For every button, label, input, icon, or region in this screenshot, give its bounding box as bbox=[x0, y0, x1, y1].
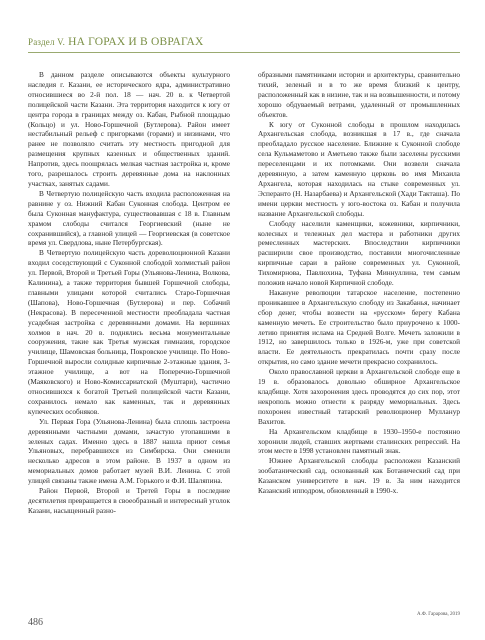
paragraph: В данном разделе описываются объекты культурного наследия г. Казани, ее исторического ядра, административно относившиеся во 2-й пол. 18 — нач. 20 в. к Четвертой полицейской части Казани. Эта территория находится к югу от центра города в границах между оз. Кабан, Рыбной площадью (Кольцо) и ул. Ново-Горшечной (Бутлерова). Район имеет нестабильный рельеф с пригорками (горами) и низинами, что ранее не позволяло считать эту местность пригодной для размещения крупных казенных и общественных зданий. Напротив, здесь поощрялась мелкая частная застройка и, кроме того, разрешалось строить деревянные дома на наклонных участках, занятых садами. bbox=[28, 70, 230, 188]
paragraph: Ул. Первая Гора (Ульянова-Ленина) была сплошь застроена деревянными частными домами, зачастую утопавшими в зеленых садах. Именно здесь в 1887 нашла приют семья Ульяновых, перебравшихся из Симбирска. Они сменили несколько адресов в этом районе. В 1937 в одном из мемориальных домов работает музей В.И. Ленина. С этой улицей связаны также имена А.М. Горького и Ф.И. Шаляпина. bbox=[28, 416, 230, 486]
section-title: НА ГОРАХ И В ОВРАГАХ bbox=[68, 36, 204, 48]
running-header bbox=[28, 36, 204, 48]
paragraph: На Архангельском кладбище в 1930–1950-е постоянно хоронили людей, ставших жертвами сталинских репрессий. На этом месте в 1998 установлен памятный знак. bbox=[258, 426, 460, 456]
author-credit: А.Ф. Гарарова, 2019 bbox=[416, 612, 460, 617]
paragraph: В Четвертую полицейскую часть дореволюционной Казани входил соседствующий с Суконной слободой холмистый район ул. Первой, Второй и Третьей Горы (Ульянова-Ленина, Волкова, Калинина), а также территория бывшей Горшечной слободы, главными улицами которой считались Старо-Горшечная (Шапова), Ново-Горшечная (Бутлерова) и пер. Собачий (Некрасова). В пересеченной местности преобладала частная усадебная застройка с деревянными домами. На вершинах холмов в нач. 20 в. поднялись весьма монументальные сооружения, такие как Третья мужская гимназия, городское училище, Шамовская больница, Покровское училище. По Ново-Горшечной выросли солидные кирпичные 2-этажные здания, 3-этажное училище, а вот на Поперечно-Горшечной (Маяковского) и Ново-Комиссариатской (Муштари), частично относившихся к богатой Третьей полицейской части Казани, сохранилось немало как каменных, так и деревянных купеческих особняков. bbox=[28, 248, 230, 416]
page-number: 486 bbox=[28, 617, 43, 628]
paragraph: В Четвертую полицейскую часть входила расположенная на равнине у оз. Нижний Кабан Суконная слобода. Центром ее была Суконная мануфактура, существовавшая с 18 в. Главным храмом слободы считался Георгиевский (ныне не сохранившийся), а главной улицей — Георгиевская (в советское время ул. Свердлова, ныне Петербургская). bbox=[28, 188, 230, 248]
paragraph: Накануне революции татарское население, постепенно проникавшее в Архангельскую слободу из Закабанья, начинает сбор денег, чтобы возвести на «русском» берегу Кабана каменную мечеть. Ее строительство было приурочено к 1000-летию принятия ислама на Средней Волге. Мечеть заложили в 1912, но завершилось только в 1926-м, уже при советской власти. Ее деятельность прекратилась почти сразу после открытия, но само здание мечети прекрасно сохранилось. bbox=[258, 287, 460, 367]
header-divider bbox=[28, 52, 460, 53]
paragraph: образными памятниками истории и архитектуры, сравнительно тихий, зеленый и в то же время близкий к центру, расположенный как в низине, так и на возвышенности, и потому хорошо обдуваемый ветрами, удаленный от промышленных объектов. bbox=[258, 70, 460, 119]
paragraph: Слободу населили каменщики, кожевники, кирпичники, колесных и тележных дел мастера и работники других ремесленных мастерских. Впоследствии кирпичники расширили свое производство, поставили многочисленные кирпичные сараи в районе современных ул. Суконной, Тихомирнова, Павлюхина, Туфана Миннуллина, тем самым положив начало новой Кирпичной слободе. bbox=[258, 218, 460, 288]
paragraph: Южнее Архангельской слободы расположен Казанский зообатанический сад, основанный как Ботанический сад при Казанском университете в нач. 19 в. За ним находится Казанский ипподром, обновленный в 1990-х. bbox=[258, 456, 460, 496]
left-column bbox=[28, 70, 230, 516]
right-column bbox=[258, 70, 460, 496]
paragraph: Около православной церкви в Архангельской слободе еще в 19 в. образовалось довольно обширное Архангельское кладбище. Хотя захоронения здесь проводятся до сих пор, этот некрополь можно отнести к разряду мемориальных. Здесь похоронен известный татарский революционер Муллануp Вахитов. bbox=[258, 367, 460, 426]
section-part-label: Раздел V. bbox=[28, 37, 66, 47]
paragraph: К югу от Суконной слободы в прошлом находилась Архангельская слобода, возникшая в 17 в., где сначала преобладало русское население. Ближние к Суконной слободе села Кульмаметово и Аметьево также были заселены русскими переселенцами и их потомками. Они возвели сначала деревянную, а затем каменную церковь во имя Михаила Архангела, которая находилась на стыке современных ул. Эсперанто (Н. Назарбаева) и Архангельской (Хади Такташа). По имени церкви местность у юго-востока оз. Кабан и получила название Архангельской слободы. bbox=[258, 119, 460, 218]
paragraph: Район Первой, Второй и Третей Горы в последние десятилетия превращается в своеобразный и интересный уголок Казани, насыщенный разно- bbox=[28, 486, 230, 515]
